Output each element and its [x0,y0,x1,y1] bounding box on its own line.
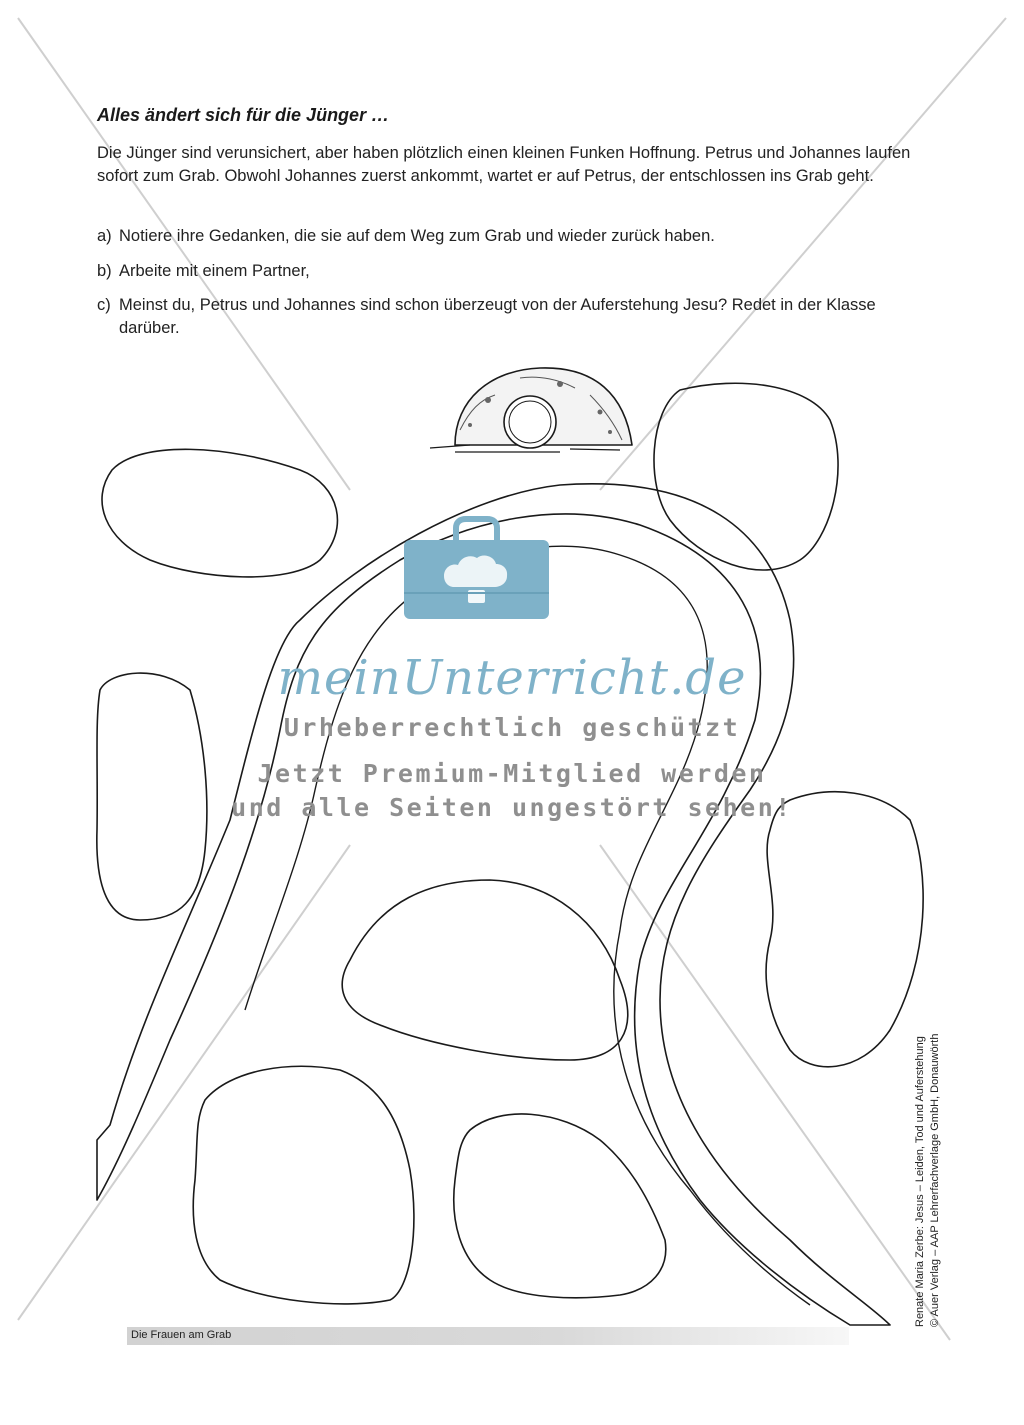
page-title: Alles ändert sich für die Jünger … [97,105,390,125]
footer-bar [127,1327,849,1345]
intro-text: Die Jünger sind verunsichert, aber haben plötzlich einen kleinen Funken Hoffnung. Petrus und Johannes laufen sofort zum Grab. Obwohl Johannes zuerst ankommt, wartet er auf Petrus, der entschlossen ins Grab geht. [97,144,911,185]
watermark-brand: meinUnterricht.de [277,650,747,706]
publisher-credit [913,927,943,1327]
task-text: Notiere ihre Gedanken, die sie auf dem Weg zum Grab und wieder zurück haben. [119,227,715,245]
task-text: Meinst du, Petrus und Johannes sind schon überzeugt von der Auferstehung Jesu? Redet in der Klasse darüber. [119,296,876,337]
credit-author-line: Renate Maria Zerbe: Jesus – Leiden, Tod und Auferstehung [914,1036,926,1327]
credit-publisher-line: © Auer Verlag – AAP Lehrerfachverlage GmbH, Donauwörth [929,1033,941,1327]
briefcase-cloud-icon [404,514,549,619]
footer-label: Die Frauen am Grab [131,1329,232,1341]
tomb-icon [430,368,632,452]
task-marker: b) [97,262,112,280]
watermark-premium-line-2: und alle Seiten ungestört sehen! [231,793,793,822]
watermark-copyright: Urheberrechtlich geschützt [283,713,741,742]
task-text: Arbeite mit einem Partner, [119,262,310,280]
watermark-premium-line: Jetzt Premium-Mitglied werden [257,759,767,788]
task-marker: a) [97,227,112,245]
task-marker: c) [97,296,111,314]
